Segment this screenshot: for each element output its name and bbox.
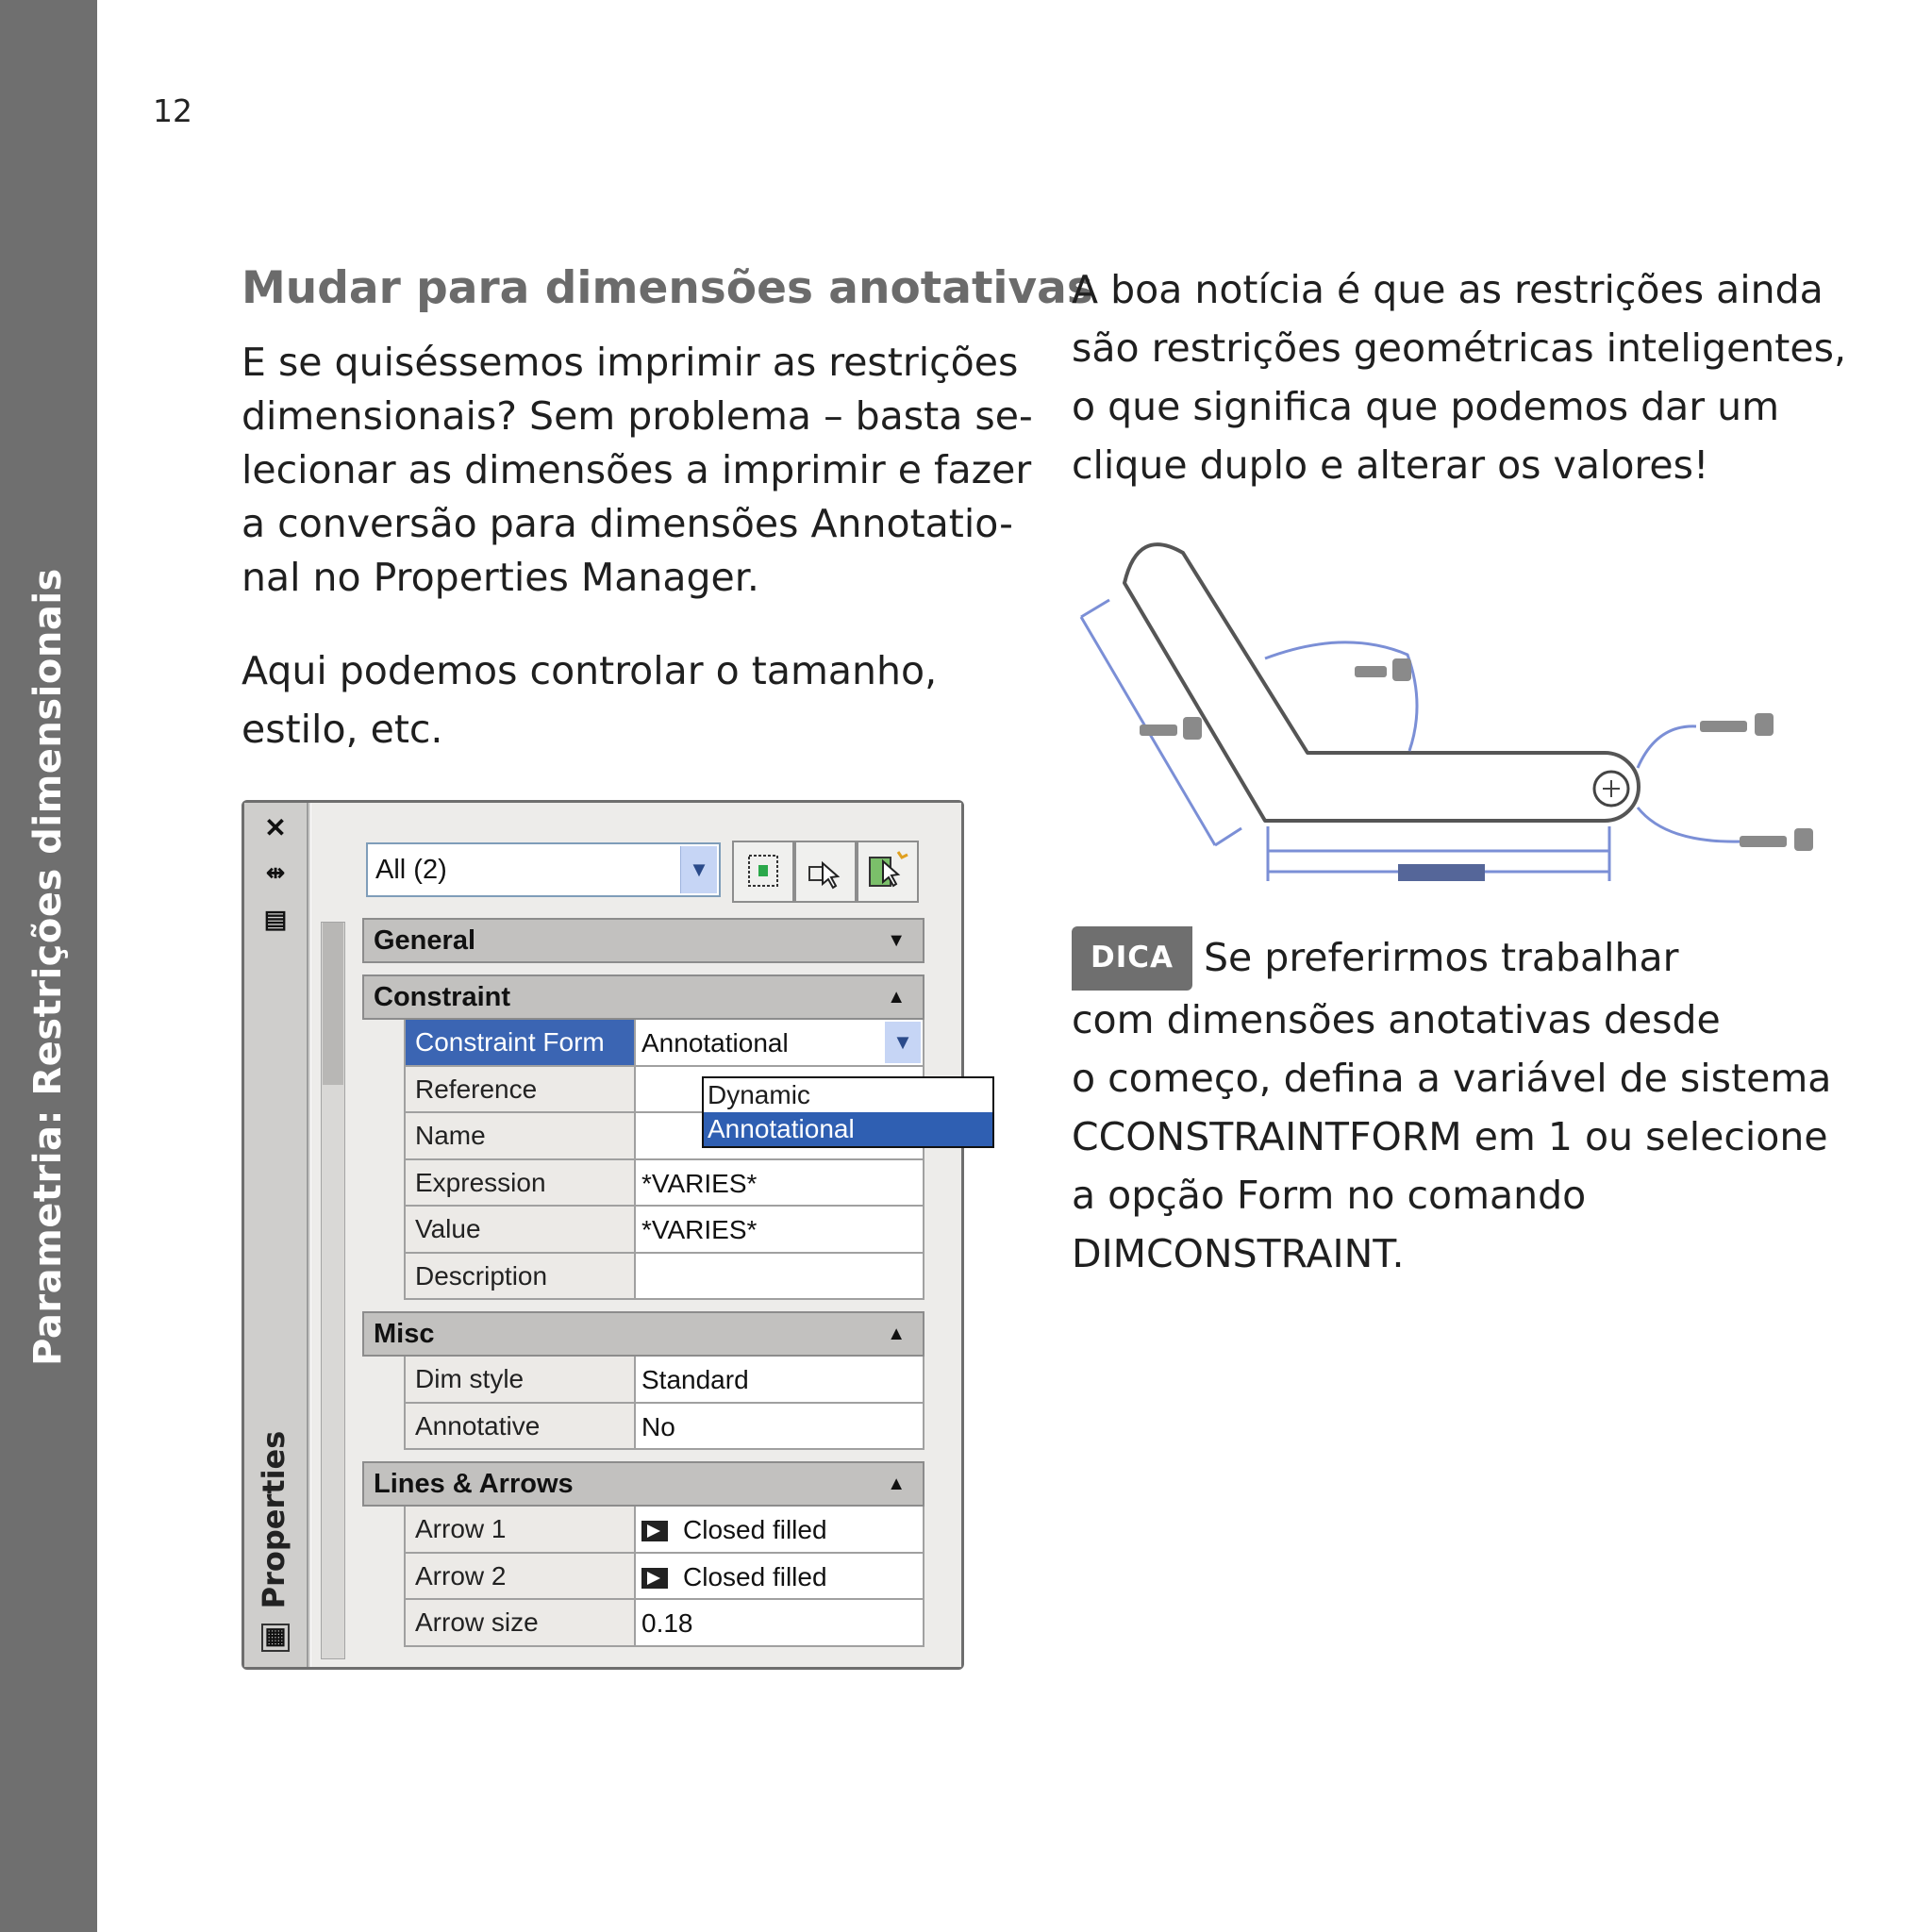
linear-dimension-label [1398,864,1485,881]
closed-filled-arrow-icon [641,1521,668,1541]
toggle-pickadd-button[interactable] [732,841,794,903]
dimension-lines [1081,600,1741,881]
text-line: clique duplo e alterar os valores! [1072,442,1709,488]
collapse-icon[interactable]: ▲ [887,1324,906,1344]
length-dimension-label [1140,724,1177,736]
constraint-form-dropdown-list [702,1076,994,1148]
expand-icon[interactable]: ▼ [887,930,906,951]
text-line: Se preferirmos trabalhar [1204,935,1679,980]
tip-badge: DICA [1072,926,1192,991]
property-name: Arrow 1 [404,1507,636,1552]
text-line: o começo, defina a variável de sistema [1072,1056,1832,1101]
text-line: A boa notícia é que as restrições ainda [1072,267,1824,312]
property-row[interactable] [404,1357,924,1404]
property-name: Name [404,1113,636,1158]
text-line: CCONSTRAINTFORM em 1 ou selecione [1072,1114,1828,1159]
section-heading: Mudar para dimensões anotativas [242,262,1093,314]
text-line: são restrições geométricas inteligentes, [1072,325,1846,371]
text-line: Aqui podemos controlar o tamanho, [242,648,938,693]
text-line: estilo, etc. [242,707,443,752]
text-line: a opção Form no comando [1072,1173,1587,1218]
property-value[interactable] [636,1507,924,1552]
text-line: DIMCONSTRAINT. [1072,1231,1405,1276]
quick-select-button[interactable] [857,841,919,903]
chapter-title: Parametria: Restrições dimensionais [26,568,70,1366]
property-row[interactable] [404,1254,924,1301]
text-line [1072,926,1831,991]
text-line: o que significa que podemos dar um [1072,384,1780,429]
category-label: Constraint [374,982,510,1012]
text-line: a conversão para dimensões Annotatio- [242,501,1013,546]
paragraph-control [242,641,937,758]
property-name: Annotative [404,1404,636,1449]
property-row[interactable] [404,1160,924,1208]
page-number: 12 [153,92,192,129]
center-mark [1603,780,1620,797]
closed-filled-arrow-icon [641,1568,668,1589]
tip-paragraph [1072,926,1831,1283]
quick-select-icon [858,842,917,901]
property-name: Description [404,1254,636,1299]
property-value[interactable]: No [636,1404,924,1449]
dimension-labels [1140,658,1813,881]
pickadd-icon [734,842,792,901]
property-value-text: Annotational [641,1028,789,1058]
selection-value: All (2) [375,855,447,885]
text-line: com dimensões anotativas desde [1072,997,1721,1042]
dropdown-option-selected[interactable]: Annotational [704,1112,992,1146]
select-objects-button[interactable] [794,841,857,903]
category-lines-arrows[interactable] [362,1461,924,1507]
vertical-scrollbar[interactable] [321,922,345,1659]
chevron-down-icon[interactable]: ▼ [885,1022,921,1063]
property-value[interactable]: 0.18 [636,1600,924,1645]
property-name: Arrow size [404,1600,636,1645]
text-line: dimensionais? Sem problema – basta se- [242,393,1033,439]
property-value-text: Closed filled [683,1561,827,1591]
property-value[interactable]: Standard [636,1357,924,1402]
lock-icon [1794,828,1813,851]
category-general[interactable] [362,918,924,963]
property-row[interactable] [404,1207,924,1254]
property-value[interactable]: *VARIES* [636,1160,924,1206]
property-row[interactable] [404,1507,924,1554]
geometry-outline [1124,544,1639,821]
property-value[interactable]: *VARIES* [636,1207,924,1252]
collapse-icon[interactable]: ▲ [887,987,906,1008]
panel-content [310,803,961,1667]
properties-panel [242,800,964,1670]
property-name: Dim style [404,1357,636,1402]
radius-dimension-label [1700,721,1747,732]
text-line: lecionar as dimensões a imprimir e fazer [242,447,1032,492]
lock-icon [1755,713,1774,736]
dropdown-option[interactable]: Dynamic [708,1080,810,1109]
auto-hide-icon[interactable]: ⇹ [265,860,286,886]
properties-menu-icon[interactable]: ▤ [263,905,288,933]
category-label: Lines & Arrows [374,1469,574,1499]
property-row[interactable] [404,1404,924,1451]
panel-title-strip [244,803,308,1667]
diameter-dimension-label [1740,836,1787,847]
property-name: Reference [404,1067,636,1112]
category-label: General [374,925,475,956]
category-constraint[interactable] [362,974,924,1020]
angle-dimension-label [1355,666,1387,677]
panel-title: Properties [256,1430,291,1609]
scrollbar-thumb[interactable] [323,923,343,1085]
property-value[interactable] [636,1554,924,1599]
property-row[interactable] [404,1600,924,1647]
text-line: E se quiséssemos imprimir as restrições [242,340,1019,385]
chevron-down-icon[interactable]: ▼ [680,846,717,893]
panel-settings-icon[interactable]: ▦ [261,1624,290,1652]
property-name: Arrow 2 [404,1554,636,1599]
property-value[interactable] [636,1020,924,1065]
select-objects-icon [796,842,855,901]
close-icon[interactable]: ✕ [264,813,287,842]
property-name: Constraint Form [404,1020,636,1065]
property-value-text: Closed filled [683,1515,827,1544]
property-row[interactable] [404,1020,924,1067]
paragraph-intro [242,336,1033,605]
paragraph-good-news [1072,260,1846,494]
category-label: Misc [374,1319,435,1349]
lock-icon [1392,658,1411,681]
property-row[interactable] [404,1554,924,1601]
property-name: Value [404,1207,636,1252]
property-grid [362,918,924,1647]
text-line: nal no Properties Manager. [242,555,759,600]
category-misc[interactable] [362,1311,924,1357]
property-value[interactable] [636,1254,924,1299]
constrained-geometry-drawing [1072,525,1826,902]
property-name: Expression [404,1160,636,1206]
selection-dropdown[interactable] [366,842,721,897]
collapse-icon[interactable]: ▲ [887,1474,906,1494]
lock-icon [1183,717,1202,740]
